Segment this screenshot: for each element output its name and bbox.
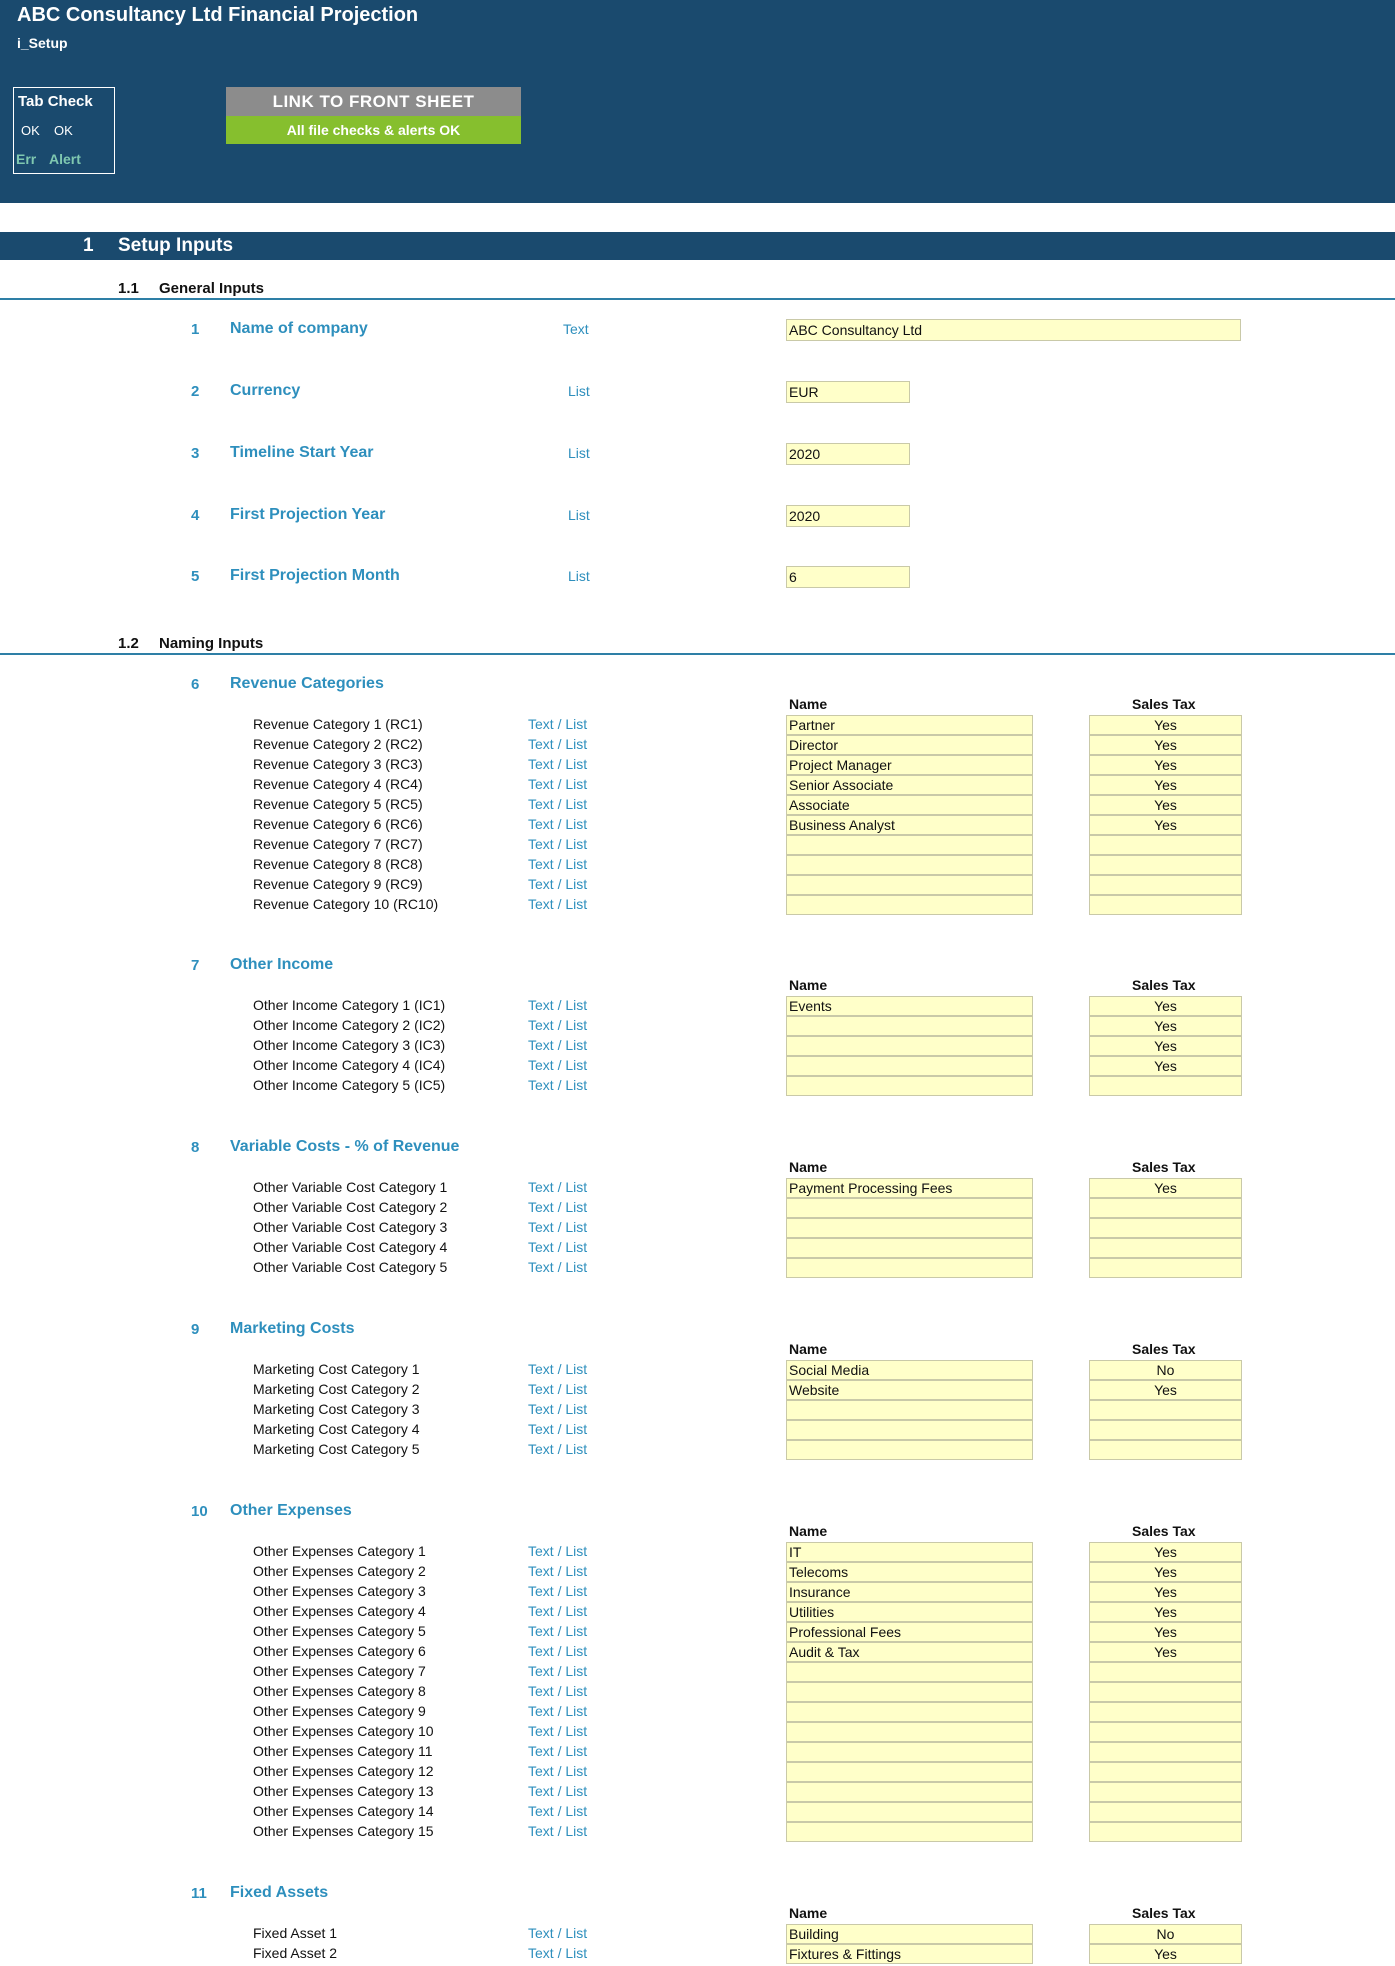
category-label: Other Expenses Category 9 <box>253 1703 426 1719</box>
subsection-number: 1.1 <box>118 280 139 297</box>
subsection-title: Naming Inputs <box>159 635 264 652</box>
general-item-select[interactable]: EUR <box>786 381 910 403</box>
sales-tax-select[interactable]: Yes <box>1089 715 1242 735</box>
category-input-type: Text / List <box>528 1925 588 1941</box>
sales-tax-select[interactable] <box>1089 1400 1242 1420</box>
category-label: Other Variable Cost Category 2 <box>253 1199 448 1215</box>
category-label: Other Expenses Category 15 <box>253 1823 434 1839</box>
sales-tax-select[interactable]: Yes <box>1089 1542 1242 1562</box>
company-name-input[interactable]: ABC Consultancy Ltd <box>786 319 1241 341</box>
column-header-sales-tax: Sales Tax <box>1132 1905 1196 1921</box>
category-label: Other Income Category 5 (IC5) <box>253 1077 446 1093</box>
category-input-type: Text / List <box>528 776 588 792</box>
category-name-input[interactable] <box>786 1702 1033 1722</box>
category-label: Other Variable Cost Category 5 <box>253 1259 448 1275</box>
category-input-type: Text / List <box>528 1663 588 1679</box>
category-name-input[interactable] <box>786 855 1033 875</box>
category-name-input[interactable] <box>786 1056 1033 1076</box>
category-label: Other Expenses Category 2 <box>253 1563 426 1579</box>
section-title: Setup Inputs <box>118 235 234 256</box>
sales-tax-select[interactable]: Yes <box>1089 1562 1242 1582</box>
category-name-input[interactable]: Utilities <box>786 1602 1033 1622</box>
category-label: Other Expenses Category 1 <box>253 1543 426 1559</box>
sales-tax-select[interactable]: Yes <box>1089 1622 1242 1642</box>
column-header-sales-tax: Sales Tax <box>1132 1341 1196 1357</box>
column-header-sales-tax: Sales Tax <box>1132 1159 1196 1175</box>
general-item-select[interactable]: 2020 <box>786 443 910 465</box>
category-label: Other Expenses Category 3 <box>253 1583 426 1599</box>
group-title: Variable Costs - % of Revenue <box>230 1138 460 1155</box>
link-to-front-sheet-button[interactable]: LINK TO FRONT SHEET <box>226 87 521 116</box>
group-title: Other Income <box>230 956 334 973</box>
sales-tax-select[interactable] <box>1089 1440 1242 1460</box>
general-item-select[interactable]: 2020 <box>786 505 910 527</box>
general-item-number: 5 <box>191 568 200 585</box>
column-header-name: Name <box>789 977 828 993</box>
category-input-type: Text / List <box>528 1643 588 1659</box>
category-input-type: Text / List <box>528 816 588 832</box>
category-label: Marketing Cost Category 5 <box>253 1441 420 1457</box>
sales-tax-select[interactable]: No <box>1089 1360 1242 1380</box>
general-item-label: Name of company <box>230 320 368 337</box>
general-item-select[interactable]: 6 <box>786 566 910 588</box>
sales-tax-select[interactable] <box>1089 1722 1242 1742</box>
sales-tax-select[interactable] <box>1089 1682 1242 1702</box>
category-name-input[interactable]: Payment Processing Fees <box>786 1178 1033 1198</box>
category-input-type: Text / List <box>528 1077 588 1093</box>
tab-check-ok-1: OK <box>21 123 40 138</box>
category-name-input[interactable]: Fixtures & Fittings <box>786 1944 1033 1964</box>
category-name-input[interactable] <box>786 1258 1033 1278</box>
category-name-input[interactable] <box>786 1440 1033 1460</box>
category-label: Other Expenses Category 7 <box>253 1663 426 1679</box>
category-name-input[interactable]: Building <box>786 1924 1033 1944</box>
sales-tax-select[interactable] <box>1089 1218 1242 1238</box>
category-name-input[interactable] <box>786 1420 1033 1440</box>
category-name-input[interactable] <box>786 1036 1033 1056</box>
general-item-number: 1 <box>191 321 200 338</box>
category-label: Other Income Category 2 (IC2) <box>253 1017 446 1033</box>
category-label: Revenue Category 9 (RC9) <box>253 876 423 892</box>
category-label: Other Expenses Category 12 <box>253 1763 434 1779</box>
sales-tax-select[interactable] <box>1089 875 1242 895</box>
category-label: Revenue Category 10 (RC10) <box>253 896 439 912</box>
tab-check-alert: Alert <box>49 151 81 167</box>
category-input-type: Text / List <box>528 1543 588 1559</box>
category-input-type: Text / List <box>528 1823 588 1839</box>
category-input-type: Text / List <box>528 1199 588 1215</box>
sales-tax-select[interactable]: Yes <box>1089 1036 1242 1056</box>
category-input-type: Text / List <box>528 1239 588 1255</box>
sales-tax-select[interactable]: Yes <box>1089 755 1242 775</box>
category-input-type: Text / List <box>528 756 588 772</box>
sales-tax-select[interactable]: Yes <box>1089 1582 1242 1602</box>
category-input-type: Text / List <box>528 1743 588 1759</box>
category-input-type: Text / List <box>528 1723 588 1739</box>
category-input-type: Text / List <box>528 1603 588 1619</box>
category-name-input[interactable]: Audit & Tax <box>786 1642 1033 1662</box>
sales-tax-select[interactable] <box>1089 1702 1242 1722</box>
category-name-input[interactable] <box>786 1762 1033 1782</box>
sales-tax-select[interactable]: Yes <box>1089 795 1242 815</box>
category-label: Revenue Category 3 (RC3) <box>253 756 423 772</box>
group-title: Fixed Assets <box>230 1884 329 1901</box>
sales-tax-select[interactable]: Yes <box>1089 1642 1242 1662</box>
category-label: Revenue Category 1 (RC1) <box>253 716 423 732</box>
tab-check-label: Tab Check <box>18 93 93 110</box>
group-number: 10 <box>191 1503 208 1520</box>
category-label: Other Expenses Category 11 <box>253 1743 433 1759</box>
category-label: Other Variable Cost Category 4 <box>253 1239 448 1255</box>
category-name-input[interactable] <box>786 1076 1033 1096</box>
category-input-type: Text / List <box>528 796 588 812</box>
subsection-general-inputs <box>0 276 1395 300</box>
general-item-type: List <box>568 507 590 523</box>
sales-tax-select[interactable] <box>1089 1198 1242 1218</box>
tab-check-err: Err <box>16 151 37 167</box>
category-name-input[interactable] <box>786 1822 1033 1842</box>
sales-tax-select[interactable] <box>1089 1802 1242 1822</box>
general-item-number: 4 <box>191 507 200 524</box>
tab-check-ok-2: OK <box>54 123 73 138</box>
category-label: Other Expenses Category 13 <box>253 1783 434 1799</box>
category-input-type: Text / List <box>528 1421 588 1437</box>
category-input-type: Text / List <box>528 1803 588 1819</box>
category-input-type: Text / List <box>528 1945 588 1961</box>
group-number: 9 <box>191 1321 200 1338</box>
category-label: Revenue Category 6 (RC6) <box>253 816 423 832</box>
category-input-type: Text / List <box>528 716 588 732</box>
general-item-type: List <box>568 445 590 461</box>
header-banner <box>0 0 1395 203</box>
sales-tax-select[interactable]: Yes <box>1089 735 1242 755</box>
sales-tax-select[interactable] <box>1089 1076 1242 1096</box>
category-name-input[interactable] <box>786 1218 1033 1238</box>
group-title: Revenue Categories <box>230 675 384 692</box>
column-header-name: Name <box>789 1159 828 1175</box>
category-input-type: Text / List <box>528 1441 588 1457</box>
sales-tax-select[interactable] <box>1089 1662 1242 1682</box>
column-header-sales-tax: Sales Tax <box>1132 696 1196 712</box>
category-label: Other Variable Cost Category 1 <box>253 1179 448 1195</box>
category-name-input[interactable]: Associate <box>786 795 1033 815</box>
category-label: Other Expenses Category 6 <box>253 1643 426 1659</box>
subsection-number: 1.2 <box>118 635 139 652</box>
group-title: Marketing Costs <box>230 1320 355 1337</box>
sales-tax-select[interactable]: Yes <box>1089 1944 1242 1964</box>
column-header-name: Name <box>789 1341 828 1357</box>
category-label: Marketing Cost Category 1 <box>253 1361 420 1377</box>
sales-tax-select[interactable]: Yes <box>1089 1380 1242 1400</box>
category-name-input[interactable] <box>786 1722 1033 1742</box>
category-input-type: Text / List <box>528 896 588 912</box>
column-header-name: Name <box>789 1905 828 1921</box>
category-input-type: Text / List <box>528 856 588 872</box>
sales-tax-select[interactable]: Yes <box>1089 1602 1242 1622</box>
category-name-input[interactable]: Website <box>786 1380 1033 1400</box>
category-name-input[interactable]: IT <box>786 1542 1033 1562</box>
group-number: 8 <box>191 1139 200 1156</box>
file-checks-status: All file checks & alerts OK <box>226 116 521 144</box>
category-label: Revenue Category 4 (RC4) <box>253 776 423 792</box>
category-label: Revenue Category 2 (RC2) <box>253 736 423 752</box>
category-input-type: Text / List <box>528 997 588 1013</box>
category-label: Other Income Category 4 (IC4) <box>253 1057 446 1073</box>
category-input-type: Text / List <box>528 836 588 852</box>
category-name-input[interactable] <box>786 1742 1033 1762</box>
sales-tax-select[interactable] <box>1089 1238 1242 1258</box>
section-header <box>0 232 1395 260</box>
category-input-type: Text / List <box>528 1361 588 1377</box>
general-item-label: Currency <box>230 382 301 399</box>
category-name-input[interactable] <box>786 835 1033 855</box>
category-label: Other Expenses Category 4 <box>253 1603 426 1619</box>
sales-tax-select[interactable] <box>1089 1742 1242 1762</box>
category-name-input[interactable]: Project Manager <box>786 755 1033 775</box>
sales-tax-select[interactable] <box>1089 1420 1242 1440</box>
general-item-number: 3 <box>191 445 200 462</box>
category-name-input[interactable]: Partner <box>786 715 1033 735</box>
category-input-type: Text / List <box>528 1703 588 1719</box>
category-label: Other Expenses Category 5 <box>253 1623 426 1639</box>
category-name-input[interactable] <box>786 1016 1033 1036</box>
category-name-input[interactable] <box>786 1198 1033 1218</box>
category-input-type: Text / List <box>528 1057 588 1073</box>
category-input-type: Text / List <box>528 1219 588 1235</box>
general-item-label: First Projection Month <box>230 567 400 584</box>
sales-tax-select[interactable] <box>1089 1782 1242 1802</box>
general-item-type: List <box>568 568 590 584</box>
category-label: Marketing Cost Category 2 <box>253 1381 420 1397</box>
subsection-naming-inputs <box>0 631 1395 655</box>
category-name-input[interactable] <box>786 1682 1033 1702</box>
group-number: 6 <box>191 676 200 693</box>
category-name-input[interactable]: Social Media <box>786 1360 1033 1380</box>
column-header-name: Name <box>789 1523 828 1539</box>
sales-tax-select[interactable] <box>1089 1822 1242 1842</box>
category-input-type: Text / List <box>528 1783 588 1799</box>
category-label: Fixed Asset 2 <box>253 1945 338 1961</box>
sales-tax-select[interactable]: Yes <box>1089 815 1242 835</box>
column-header-sales-tax: Sales Tax <box>1132 1523 1196 1539</box>
category-label: Revenue Category 7 (RC7) <box>253 836 423 852</box>
category-label: Revenue Category 5 (RC5) <box>253 796 423 812</box>
subsection-title: General Inputs <box>159 280 265 297</box>
app-title: ABC Consultancy Ltd Financial Projection <box>17 4 419 26</box>
sheet-name: i_Setup <box>17 35 68 51</box>
category-name-input[interactable] <box>786 895 1033 915</box>
sales-tax-select[interactable]: Yes <box>1089 1056 1242 1076</box>
category-label: Fixed Asset 1 <box>253 1925 338 1941</box>
sales-tax-select[interactable]: Yes <box>1089 1178 1242 1198</box>
sales-tax-select[interactable] <box>1089 895 1242 915</box>
category-input-type: Text / List <box>528 1623 588 1639</box>
category-name-input[interactable] <box>786 1802 1033 1822</box>
tab-check-box <box>13 87 115 174</box>
category-name-input[interactable] <box>786 1400 1033 1420</box>
sales-tax-select[interactable]: Yes <box>1089 1016 1242 1036</box>
category-label: Other Expenses Category 10 <box>253 1723 434 1739</box>
category-name-input[interactable]: Director <box>786 735 1033 755</box>
general-item-label: First Projection Year <box>230 506 386 523</box>
sales-tax-select[interactable]: Yes <box>1089 996 1242 1016</box>
category-label: Marketing Cost Category 4 <box>253 1421 420 1437</box>
category-input-type: Text / List <box>528 1259 588 1275</box>
category-name-input[interactable] <box>786 1782 1033 1802</box>
sales-tax-select[interactable]: Yes <box>1089 775 1242 795</box>
section-number: 1 <box>83 235 94 256</box>
category-name-input[interactable]: Insurance <box>786 1582 1033 1602</box>
sales-tax-select[interactable] <box>1089 855 1242 875</box>
category-label: Other Expenses Category 14 <box>253 1803 434 1819</box>
category-label: Marketing Cost Category 3 <box>253 1401 420 1417</box>
category-name-input[interactable] <box>786 875 1033 895</box>
sales-tax-select[interactable]: No <box>1089 1924 1242 1944</box>
category-input-type: Text / List <box>528 1683 588 1699</box>
category-label: Other Income Category 3 (IC3) <box>253 1037 446 1053</box>
category-input-type: Text / List <box>528 1017 588 1033</box>
general-item-type: List <box>568 383 590 399</box>
category-name-input[interactable]: Professional Fees <box>786 1622 1033 1642</box>
category-input-type: Text / List <box>528 1563 588 1579</box>
column-header-name: Name <box>789 696 828 712</box>
category-input-type: Text / List <box>528 876 588 892</box>
sales-tax-select[interactable] <box>1089 835 1242 855</box>
group-title: Other Expenses <box>230 1502 352 1519</box>
category-name-input[interactable] <box>786 1662 1033 1682</box>
category-input-type: Text / List <box>528 1763 588 1779</box>
category-name-input[interactable]: Telecoms <box>786 1562 1033 1582</box>
category-input-type: Text / List <box>528 1381 588 1397</box>
category-name-input[interactable]: Senior Associate <box>786 775 1033 795</box>
category-label: Other Variable Cost Category 3 <box>253 1219 448 1235</box>
category-input-type: Text / List <box>528 1179 588 1195</box>
category-label: Revenue Category 8 (RC8) <box>253 856 423 872</box>
group-number: 7 <box>191 957 200 974</box>
category-label: Other Income Category 1 (IC1) <box>253 997 446 1013</box>
category-name-input[interactable]: Events <box>786 996 1033 1016</box>
category-name-input[interactable] <box>786 1238 1033 1258</box>
category-input-type: Text / List <box>528 1583 588 1599</box>
category-input-type: Text / List <box>528 736 588 752</box>
general-item-label: Timeline Start Year <box>230 444 374 461</box>
category-input-type: Text / List <box>528 1037 588 1053</box>
column-header-sales-tax: Sales Tax <box>1132 977 1196 993</box>
category-name-input[interactable]: Business Analyst <box>786 815 1033 835</box>
general-item-number: 2 <box>191 383 200 400</box>
sales-tax-select[interactable] <box>1089 1258 1242 1278</box>
sales-tax-select[interactable] <box>1089 1762 1242 1782</box>
group-number: 11 <box>191 1885 207 1902</box>
category-label: Other Expenses Category 8 <box>253 1683 426 1699</box>
category-input-type: Text / List <box>528 1401 588 1417</box>
general-item-type: Text <box>563 321 589 337</box>
